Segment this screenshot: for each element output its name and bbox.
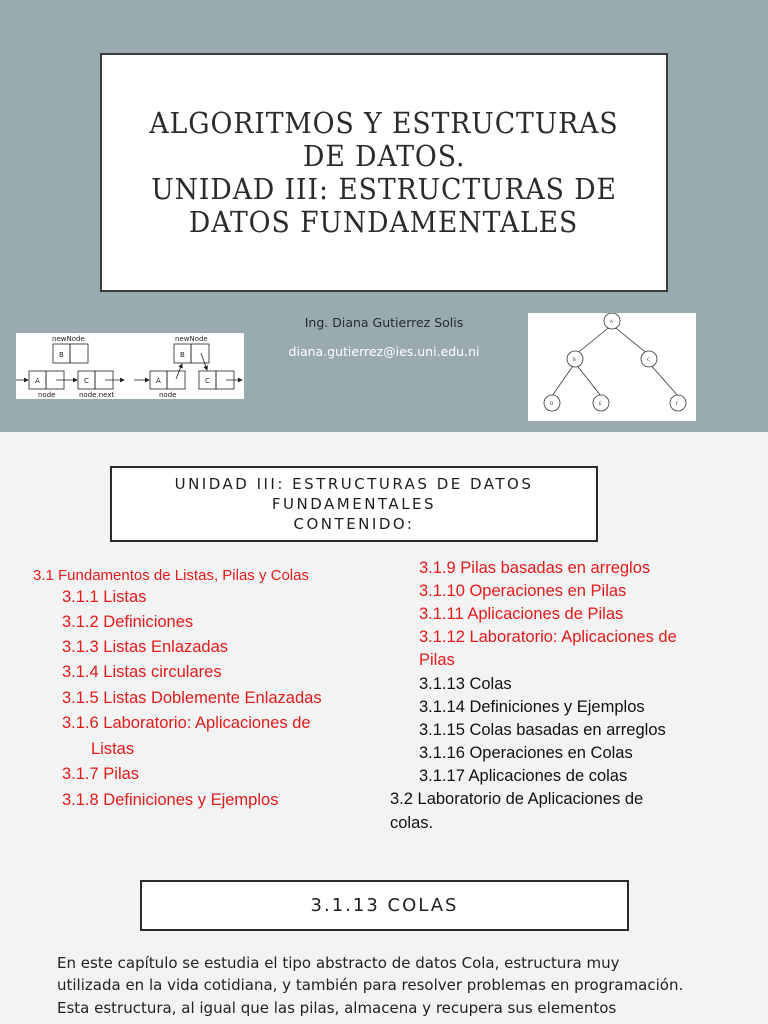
- linked-list-diagram: [16, 333, 244, 399]
- toc-item-3-1-9: 3.1.9 Pilas basadas en arreglos: [419, 559, 651, 577]
- author-email: diana.gutierrez@ies.uni.edu.ni: [288, 344, 480, 359]
- node-b-left-text: B: [59, 351, 64, 359]
- toc-item-3-1-11: 3.1.11 Aplicaciones de Pilas: [419, 605, 624, 623]
- toc-item-3-1: 3.1 Fundamentos de Listas, Pilas y Colas: [33, 567, 309, 584]
- toc-item-3-1-6-cont: Listas: [91, 740, 135, 758]
- toc-item-3-1-3: 3.1.3 Listas Enlazadas: [62, 638, 229, 656]
- section-title: 3.1.13 COLAS: [310, 895, 459, 916]
- contents-header-box: [110, 466, 598, 542]
- contents-header-line-3: CONTENIDO:: [293, 515, 415, 533]
- toc-item-3-1-12: 3.1.12 Laboratorio: Aplicaciones de: [419, 628, 677, 646]
- newnode-label-left: newNode: [52, 335, 85, 343]
- node-b-right-text: B: [180, 351, 185, 359]
- title-slide: [0, 0, 768, 432]
- svg-text:E: E: [599, 401, 602, 406]
- paragraph-line-2: utilizada en la vida cotidiana, y también para resolver problemas en programación.: [57, 976, 684, 994]
- node-label-left: node: [38, 391, 56, 399]
- toc-item-3-1-6: 3.1.6 Laboratorio: Aplicaciones de: [62, 714, 311, 732]
- node-a-left-text: A: [35, 377, 40, 385]
- paragraph-line-1: En este capítulo se estudia el tipo abstracto de datos Cola, estructura muy: [57, 954, 620, 972]
- toc-item-3-1-10: 3.1.10 Operaciones en Pilas: [419, 582, 627, 600]
- toc-item-3-1-13: 3.1.13 Colas: [419, 675, 512, 693]
- newnode-label-right: newNode: [175, 335, 208, 343]
- title-line-4: DATOS FUNDAMENTALES: [189, 204, 579, 239]
- toc-item-3-2: 3.2 Laboratorio de Aplicaciones de: [390, 790, 644, 808]
- title-line-1: ALGORITMOS Y ESTRUCTURAS: [149, 105, 619, 140]
- paragraph-line-3: Esta estructura, al igual que las pilas, almacena y recupera sus elementos: [57, 999, 617, 1017]
- toc-item-3-1-1: 3.1.1 Listas: [62, 588, 147, 606]
- section-slide: [0, 864, 768, 1024]
- section-title-box: [140, 880, 629, 931]
- svg-text:B: B: [573, 357, 576, 362]
- toc-item-3-1-12-cont: Pilas: [419, 651, 455, 669]
- title-box: [100, 53, 668, 292]
- contents-header-line-1: UNIDAD III: ESTRUCTURAS DE DATOS: [174, 475, 534, 493]
- node-next-label: node.next: [79, 391, 115, 399]
- svg-text:F: F: [676, 401, 679, 406]
- toc-item-3-1-17: 3.1.17 Aplicaciones de colas: [419, 767, 628, 785]
- svg-text:C: C: [647, 357, 650, 362]
- toc-item-3-1-15: 3.1.15 Colas basadas en arreglos: [419, 721, 666, 739]
- toc-item-3-1-2: 3.1.2 Definiciones: [62, 613, 194, 631]
- node-c-left-text: C: [84, 377, 89, 385]
- toc-item-3-1-14: 3.1.14 Definiciones y Ejemplos: [419, 698, 645, 716]
- contents-header-line-2: FUNDAMENTALES: [271, 495, 437, 513]
- toc-item-3-1-8: 3.1.8 Definiciones y Ejemplos: [62, 791, 279, 809]
- toc-item-3-1-4: 3.1.4 Listas circulares: [62, 663, 222, 681]
- svg-text:A: A: [610, 319, 613, 324]
- toc-item-3-1-5: 3.1.5 Listas Doblemente Enlazadas: [62, 689, 322, 707]
- author-name: Ing. Diana Gutierrez Solis: [304, 315, 464, 330]
- title-line-2: DE DATOS.: [302, 138, 466, 173]
- toc-item-3-1-7: 3.1.7 Pilas: [62, 765, 140, 783]
- toc-item-3-1-16: 3.1.16 Operaciones en Colas: [419, 744, 633, 762]
- node-a-right-text: A: [156, 377, 161, 385]
- title-line-3: UNIDAD III: ESTRUCTURAS DE: [151, 171, 617, 206]
- toc-item-3-2-cont: colas.: [390, 814, 434, 832]
- node-label-right: node: [159, 391, 177, 399]
- node-c-right-text: C: [205, 377, 210, 385]
- binary-tree-diagram: [528, 313, 696, 421]
- svg-text:D: D: [550, 401, 554, 406]
- contents-slide: [0, 432, 768, 864]
